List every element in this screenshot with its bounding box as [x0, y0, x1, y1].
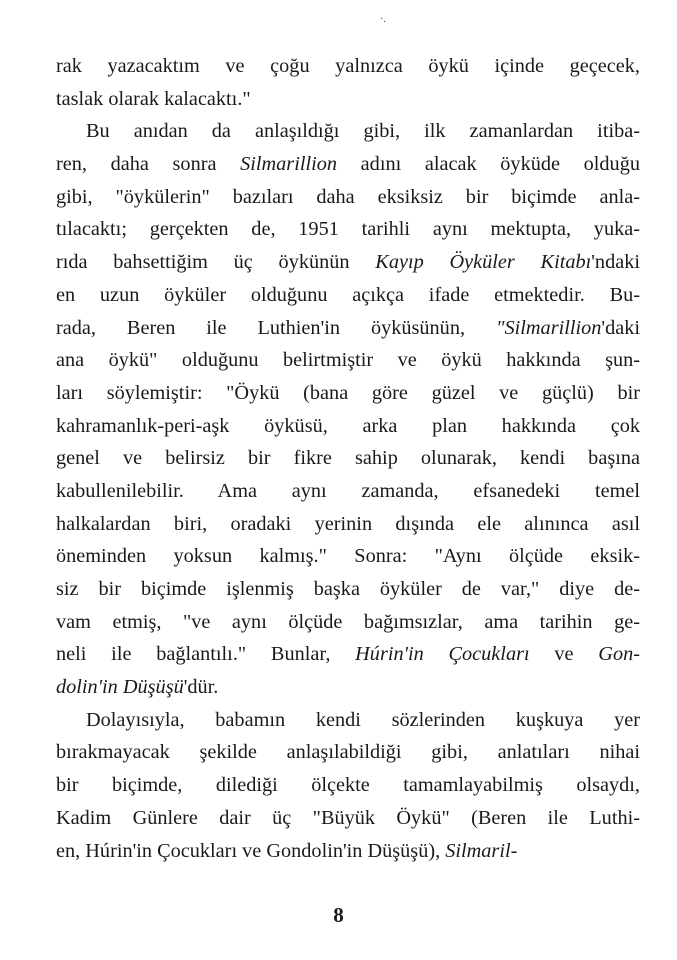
text-run: bir biçimde, dilediği ölçekte tamamlayabilmiş olsaydı,	[56, 774, 640, 797]
text-run: gibi, "öykülerin" bazıları daha eksiksiz bir biçimde anla-	[56, 185, 640, 208]
text-line	[56, 475, 640, 508]
text-line	[56, 540, 640, 573]
text-line	[56, 606, 640, 639]
italic-text: Kayıp Öyküler Kitabı	[375, 251, 592, 274]
text-line	[56, 213, 640, 246]
text-run: genel ve belirsiz bir fikre sahip olunarak, kendi başına	[56, 447, 640, 470]
text-run: rıda bahsettiğim üç öykünün	[56, 251, 376, 274]
text-line	[56, 704, 640, 737]
text-line	[56, 181, 640, 214]
text-line	[56, 736, 640, 769]
text-line	[56, 410, 640, 443]
text-line	[56, 344, 640, 377]
corner-mark: ·.	[380, 14, 386, 25]
paragraph	[56, 50, 640, 115]
text-line	[56, 573, 640, 606]
text-run: rada, Beren ile Luthien'in öyküsünün,	[56, 316, 496, 339]
text-line	[56, 802, 640, 835]
text-line	[56, 769, 640, 802]
text-run: 'ndaki	[591, 251, 640, 274]
text-run: kahramanlık-peri-aşk öyküsü, arka plan hakkında çok	[56, 414, 640, 437]
italic-text: Húrin'in Çocukları	[355, 643, 530, 666]
text-run: kabullenilebilir. Ama aynı zamanda, efsanedeki temel	[56, 479, 640, 502]
text-run: neli ile bağlantılı." Bunlar,	[56, 643, 356, 666]
text-line	[56, 246, 640, 279]
text-run: siz bir biçimde işlenmiş başka öyküler de var," diye de-	[56, 578, 640, 600]
text-line	[56, 442, 640, 475]
text-line	[56, 50, 640, 83]
text-line	[56, 835, 640, 868]
text-run: adını alacak öyküde olduğu	[337, 153, 640, 176]
text-line	[56, 638, 640, 671]
text-line	[56, 148, 640, 181]
text-run: Kadim Günlere dair üç "Büyük Öykü" (Beren ile Luthi-	[56, 806, 640, 829]
text-run: ları söylemiştir: "Öykü (bana göre güzel ve güçlü) bir	[56, 381, 640, 404]
text-run: tılacaktı; gerçekten de, 1951 tarihli aynı mektupta, yuka-	[56, 218, 640, 241]
paragraph	[56, 704, 640, 867]
text-line	[56, 377, 640, 410]
text-line	[56, 115, 640, 148]
text-run: halkalardan biri, oradaki yerinin dışında ele alınınca asıl	[56, 512, 640, 535]
text-line	[56, 312, 640, 345]
text-run: Dolayısıyla, babamın kendi sözlerinden kuşkuya yer	[86, 708, 640, 731]
text-run: ve	[529, 643, 599, 666]
italic-text: Gon-	[598, 643, 640, 666]
text-line	[56, 508, 640, 541]
italic-text: "Silmarillion	[495, 316, 602, 339]
text-run: 'daki	[601, 316, 640, 339]
text-run: taslak olarak kalacaktı."	[56, 87, 251, 110]
text-run: en, Húrin'in Çocukları ve Gondolin'in Düşüşü),	[56, 839, 446, 862]
italic-text: Silmaril-	[445, 839, 518, 862]
text-run: vam etmiş, "ve aynı ölçüde bağımsızlar, ama tarihin ge-	[56, 610, 640, 633]
text-line	[56, 279, 640, 312]
text-line	[56, 671, 640, 704]
paragraph	[56, 115, 640, 703]
text-run: ren, daha sonra	[56, 153, 241, 176]
italic-text: dolin'in Düşüşü	[56, 676, 184, 699]
text-run: Bu anıdan da anlaşıldığı gibi, ilk zamanlardan itiba-	[86, 120, 640, 143]
text-run: öneminden yoksun kalmış." Sonra: "Aynı ölçüde eksik-	[56, 545, 640, 568]
book-page-text	[56, 50, 640, 867]
text-run: 'dür.	[183, 676, 219, 699]
text-run: en uzun öyküler olduğunu açıkça ifade etmektedir. Bu-	[56, 283, 640, 306]
text-line	[56, 83, 640, 116]
text-run: bırakmayacak şekilde anlaşılabildiği gibi, anlatıları nihai	[56, 741, 640, 764]
italic-text: Silmarillion	[240, 153, 338, 176]
page-number: 8	[333, 903, 344, 927]
text-run: ana öykü" olduğunu belirtmiştir ve öykü hakkında şun-	[56, 349, 640, 372]
text-run: rak yazacaktım ve çoğu yalnızca öykü içinde geçecek,	[56, 55, 640, 77]
